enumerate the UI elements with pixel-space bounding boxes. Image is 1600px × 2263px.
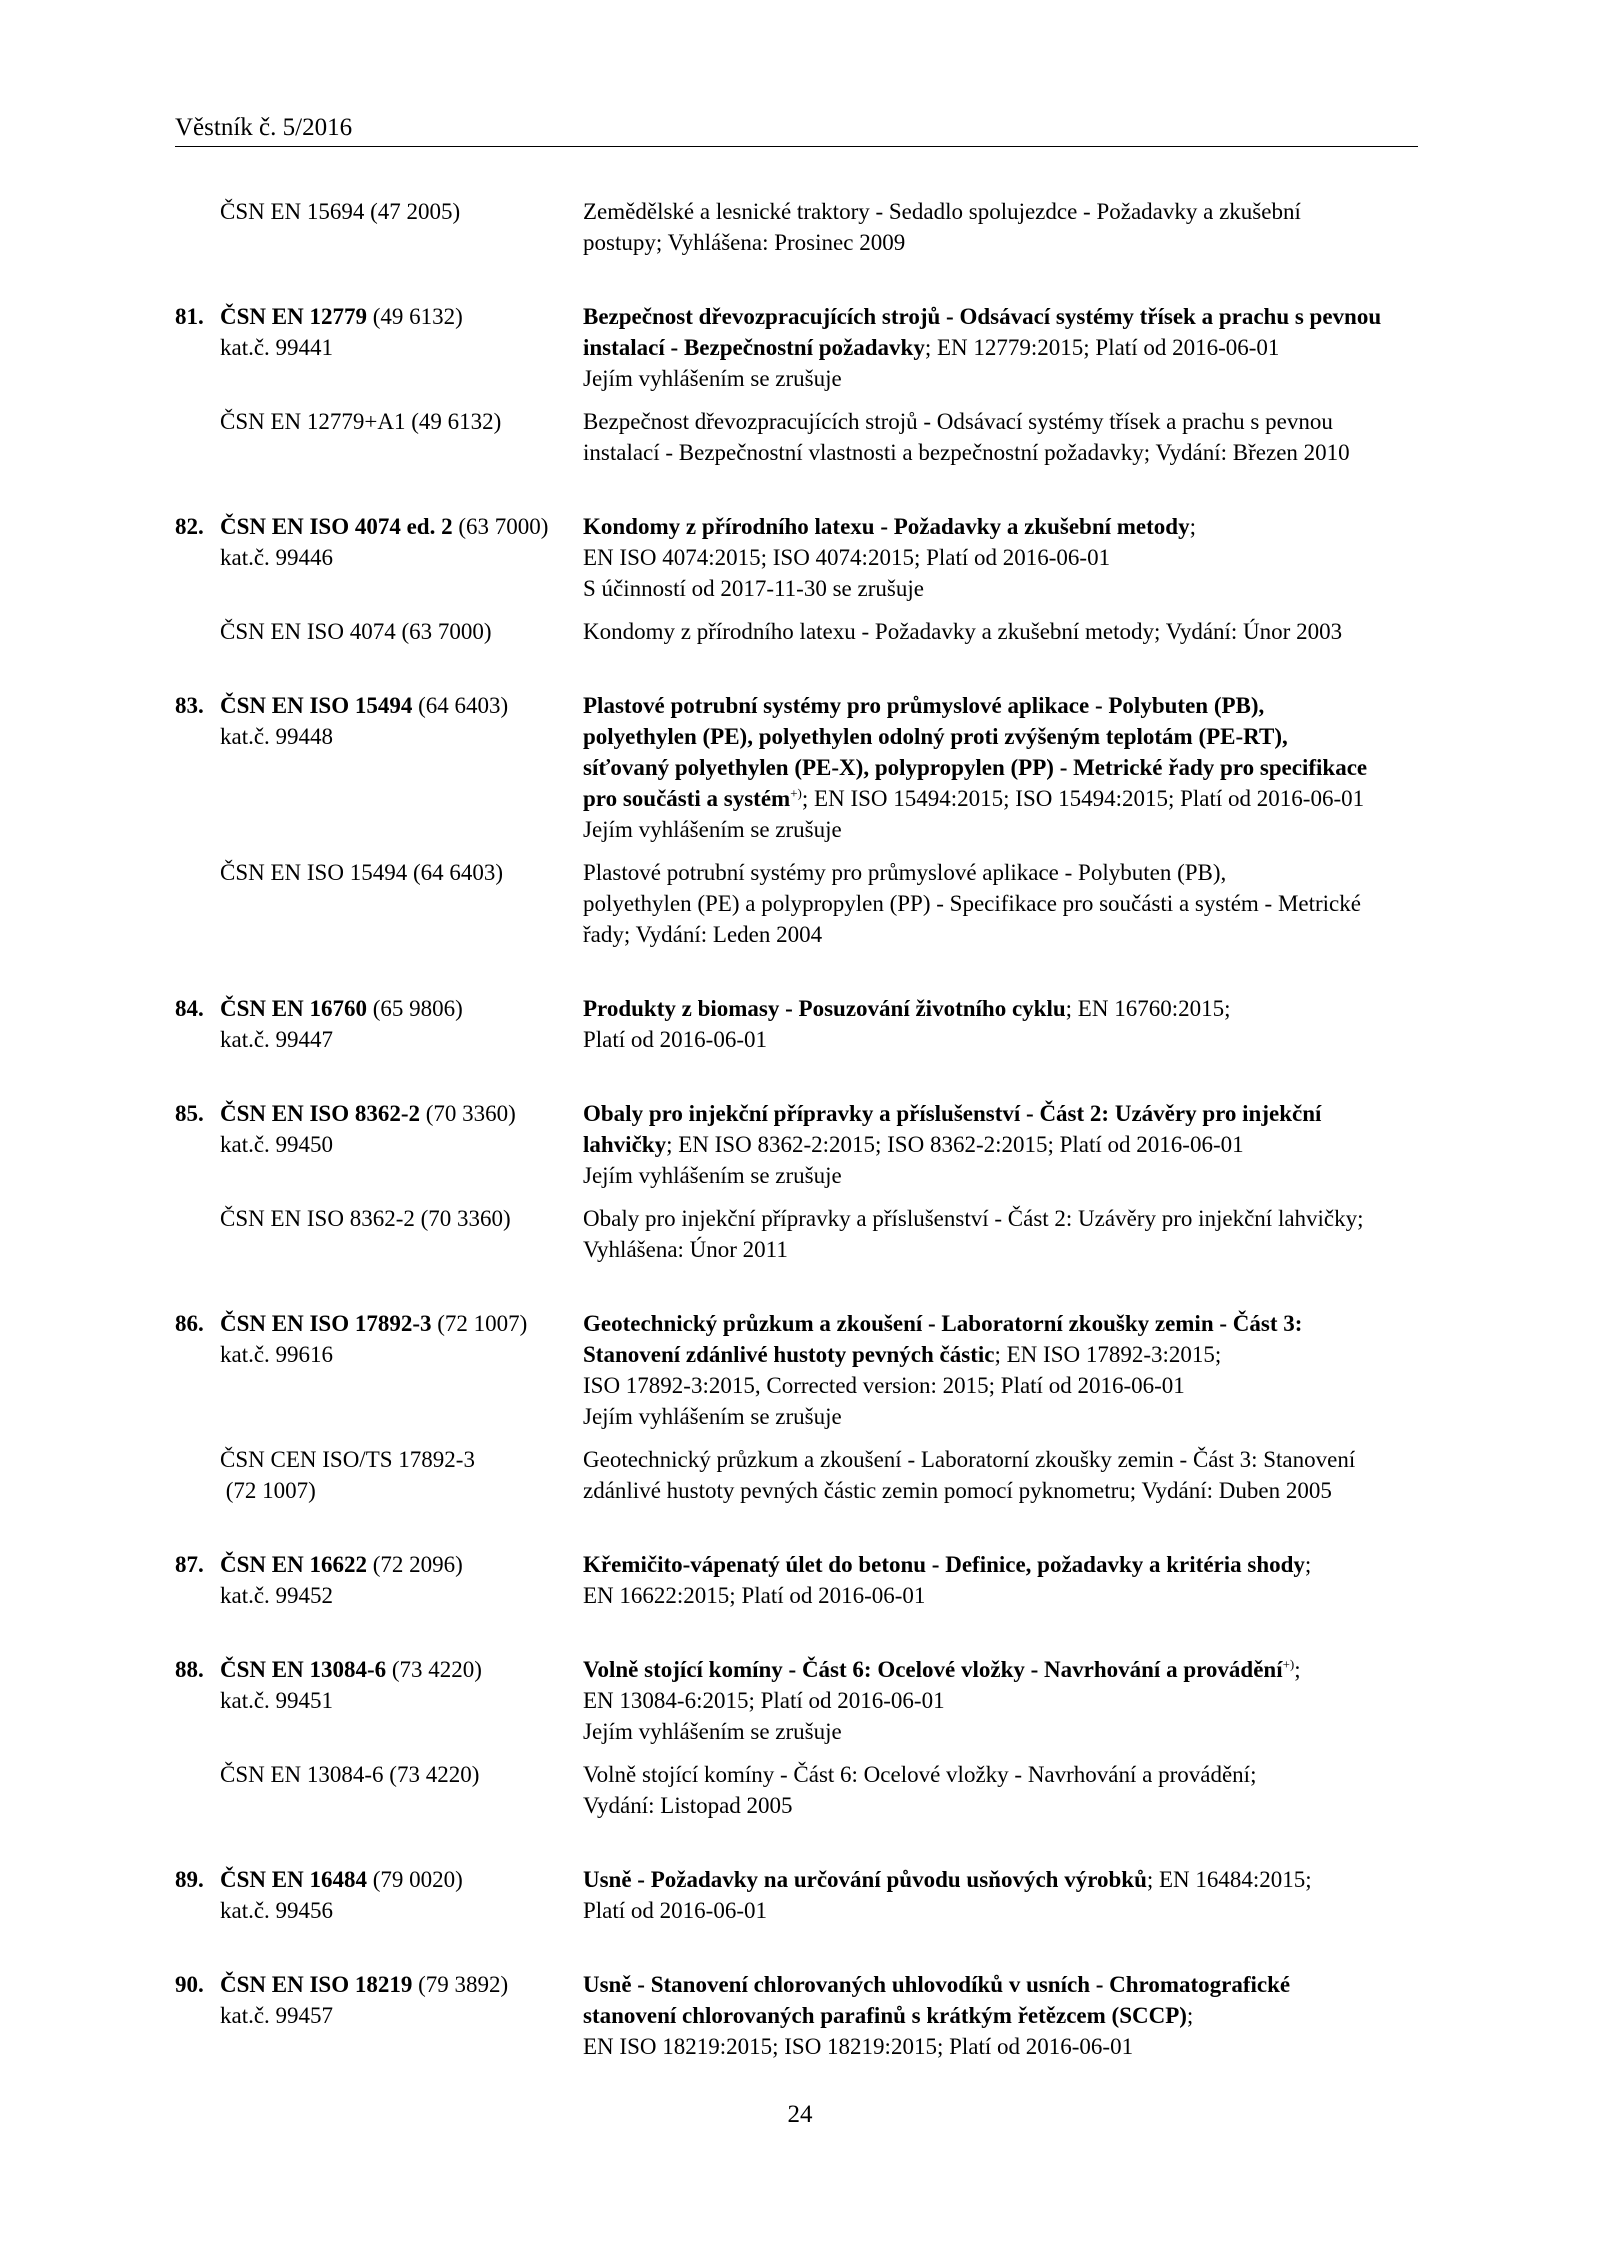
entry-number: 88.	[175, 1657, 204, 1682]
designation-line	[175, 1444, 583, 1475]
description-line	[583, 437, 1420, 468]
replaced-standard-block	[175, 857, 1420, 950]
designation-text: (73 4220)	[386, 1657, 482, 1682]
designation-text: (70 3360)	[420, 1101, 516, 1126]
description-line	[583, 690, 1420, 721]
standard-entry	[175, 1864, 1420, 1926]
standard-description	[583, 616, 1420, 647]
description-line	[583, 1549, 1420, 1580]
description-line	[583, 332, 1420, 363]
entry-number: 86.	[175, 1311, 204, 1336]
description-text: Geotechnický průzkum a zkoušení - Laboratorní zkoušky zemin - Část 3:	[583, 1311, 1303, 1336]
description-line	[583, 1098, 1420, 1129]
description-line	[583, 814, 1420, 845]
description-text: EN ISO 4074:2015; ISO 4074:2015; Platí od 2016-06-01	[583, 545, 1111, 570]
standard-description	[583, 1308, 1420, 1432]
description-text: Vyhlášena: Únor 2011	[583, 1237, 788, 1262]
designation-text: kat.č. 99456	[220, 1898, 334, 1923]
new-standard-block	[175, 1098, 1420, 1191]
standard-designation	[175, 196, 583, 258]
designation-text: kat.č. 99448	[220, 724, 334, 749]
description-line	[583, 1234, 1420, 1265]
description-text: EN 13084-6:2015; Platí od 2016-06-01	[583, 1688, 945, 1713]
standard-designation	[175, 406, 583, 468]
designation-line	[175, 1969, 583, 2000]
standard-description	[583, 406, 1420, 468]
designation-line	[175, 332, 583, 363]
standard-entry	[175, 1549, 1420, 1611]
designation-text: ČSN EN ISO 8362-2 (70 3360)	[220, 1206, 511, 1231]
designation-text: ČSN EN 16760	[220, 996, 367, 1021]
designation-line	[175, 616, 583, 647]
description-line	[583, 1024, 1420, 1055]
standard-designation	[175, 857, 583, 950]
designation-text: ČSN EN 13084-6	[220, 1657, 387, 1682]
standard-description	[583, 690, 1420, 845]
standard-entry	[175, 993, 1420, 1055]
standard-entry	[175, 196, 1420, 258]
designation-text: ČSN EN ISO 4074 ed. 2	[220, 514, 453, 539]
designation-line	[175, 1129, 583, 1160]
standard-description	[583, 1654, 1420, 1747]
standard-designation	[175, 1203, 583, 1265]
standard-designation	[175, 1308, 583, 1432]
page-header	[175, 112, 1418, 147]
description-line	[583, 573, 1420, 604]
description-text: Platí od 2016-06-01	[583, 1898, 767, 1923]
description-text: Usně - Požadavky na určování původu usňových výrobků	[583, 1867, 1147, 1892]
designation-text: ČSN EN ISO 15494 (64 6403)	[220, 860, 504, 885]
replaced-standard-block	[175, 1203, 1420, 1265]
description-text: lahvičky	[583, 1132, 667, 1157]
description-line	[583, 1580, 1420, 1611]
description-text: ;	[1189, 514, 1196, 539]
standard-designation	[175, 301, 583, 394]
standard-description	[583, 1549, 1420, 1611]
designation-text: ČSN EN 16622	[220, 1552, 367, 1577]
description-text: ISO 17892-3:2015, Corrected version: 2015; Platí od 2016-06-01	[583, 1373, 1185, 1398]
description-text: ; EN ISO 17892-3:2015;	[994, 1342, 1222, 1367]
description-text: řady; Vydání: Leden 2004	[583, 922, 823, 947]
designation-text: ČSN EN ISO 15494	[220, 693, 413, 718]
description-text: Jejím vyhlášením se zrušuje	[583, 1163, 842, 1188]
designation-text: (72 2096)	[366, 1552, 463, 1577]
designation-text: ČSN CEN ISO/TS 17892-3	[220, 1447, 475, 1472]
designation-text: ČSN EN 16484	[220, 1867, 367, 1892]
designation-line	[175, 1308, 583, 1339]
description-text: Geotechnický průzkum a zkoušení - Laboratorní zkoušky zemin - Část 3: Stanovení	[583, 1447, 1356, 1472]
designation-line	[175, 301, 583, 332]
description-text: Produkty z biomasy - Posuzování životního cyklu	[583, 996, 1066, 1021]
description-line	[583, 1895, 1420, 1926]
description-line	[583, 783, 1420, 814]
designation-text: (65 9806)	[366, 996, 463, 1021]
designation-text: kat.č. 99441	[220, 335, 334, 360]
description-line	[583, 857, 1420, 888]
description-line	[583, 1129, 1420, 1160]
description-text: Křemičito-vápenatý úlet do betonu - Definice, požadavky a kritéria shody	[583, 1552, 1305, 1577]
description-line	[583, 1759, 1420, 1790]
designation-line	[175, 2000, 583, 2031]
description-text: polyethylen (PE) a polypropylen (PP) - Specifikace pro součásti a systém - Metrické	[583, 891, 1361, 916]
new-standard-block	[175, 993, 1420, 1055]
description-text: S účinností od 2017-11-30 se zrušuje	[583, 576, 924, 601]
replaced-standard-block	[175, 406, 1420, 468]
designation-line	[175, 1098, 583, 1129]
standard-description	[583, 857, 1420, 950]
standard-description	[583, 511, 1420, 604]
designation-line	[175, 196, 583, 227]
description-text: Obaly pro injekční přípravky a příslušenství - Část 2: Uzávěry pro injekční	[583, 1101, 1322, 1126]
designation-line	[175, 993, 583, 1024]
description-text: EN 16622:2015; Platí od 2016-06-01	[583, 1583, 926, 1608]
entry-number: 81.	[175, 304, 204, 329]
standard-description	[583, 196, 1420, 258]
designation-line	[175, 1549, 583, 1580]
description-line	[583, 1864, 1420, 1895]
description-text: Volně stojící komíny - Část 6: Ocelové vložky - Navrhování a provádění;	[583, 1762, 1257, 1787]
description-line	[583, 227, 1420, 258]
description-text: Bezpečnost dřevozpracujících strojů - Odsávací systémy třísek a prachu s pevnou	[583, 409, 1333, 434]
designation-line	[175, 1203, 583, 1234]
standard-entry	[175, 1969, 1420, 2062]
standard-entry	[175, 1098, 1420, 1265]
description-line	[583, 301, 1420, 332]
designation-text: (79 3892)	[412, 1972, 509, 1997]
description-text: Bezpečnost dřevozpracujících strojů - Odsávací systémy třísek a prachu s pevnou	[583, 304, 1382, 329]
standard-designation	[175, 1864, 583, 1926]
replaced-standard-block	[175, 1759, 1420, 1821]
designation-line	[175, 721, 583, 752]
designation-line	[175, 1759, 583, 1790]
entry-number: 89.	[175, 1867, 204, 1892]
designation-text: ČSN EN 12779	[220, 304, 367, 329]
designation-line	[175, 1654, 583, 1685]
designation-text: ČSN EN ISO 18219	[220, 1972, 413, 1997]
description-line	[583, 1475, 1420, 1506]
new-standard-block	[175, 511, 1420, 604]
description-text: ;	[1186, 2003, 1194, 2028]
designation-text: kat.č. 99446	[220, 545, 334, 570]
new-standard-block	[175, 1969, 1420, 2062]
designation-line	[175, 1580, 583, 1611]
designation-line	[175, 1024, 583, 1055]
description-text: Obaly pro injekční přípravky a příslušenství - Část 2: Uzávěry pro injekční lahvičky;	[583, 1206, 1364, 1231]
description-text: Jejím vyhlášením se zrušuje	[583, 366, 842, 391]
standard-entry	[175, 690, 1420, 950]
description-text: Vydání: Listopad 2005	[583, 1793, 793, 1818]
standard-designation	[175, 1098, 583, 1191]
designation-text: ČSN EN ISO 17892-3	[220, 1311, 432, 1336]
standard-entry	[175, 1654, 1420, 1821]
designation-text: kat.č. 99457	[220, 2003, 334, 2028]
description-text: ; EN 16760:2015;	[1065, 996, 1231, 1021]
standards-list	[175, 196, 1420, 2105]
designation-text: (79 0020)	[366, 1867, 463, 1892]
description-text: instalací - Bezpečnostní vlastnosti a bezpečnostní požadavky; Vydání: Březen 2010	[583, 440, 1350, 465]
standard-entry	[175, 301, 1420, 468]
description-line	[583, 2000, 1420, 2031]
description-text: Kondomy z přírodního latexu - Požadavky a zkušební metody; Vydání: Únor 2003	[583, 619, 1343, 644]
new-standard-block	[175, 1549, 1420, 1611]
new-standard-block	[175, 690, 1420, 845]
designation-text: kat.č. 99450	[220, 1132, 334, 1157]
standard-designation	[175, 1444, 583, 1506]
description-line	[583, 1401, 1420, 1432]
description-line	[583, 1654, 1420, 1685]
new-standard-block	[175, 196, 1420, 258]
description-text: Jejím vyhlášením se zrušuje	[583, 1719, 842, 1744]
designation-text: (49 6132)	[366, 304, 463, 329]
standard-description	[583, 301, 1420, 394]
description-text: instalací - Bezpečnostní požadavky	[583, 335, 925, 360]
description-text: zdánlivé hustoty pevných částic zemin pomocí pyknometru; Vydání: Duben 2005	[583, 1478, 1332, 1503]
designation-text: kat.č. 99616	[220, 1342, 334, 1367]
description-line	[583, 721, 1420, 752]
description-text: postupy; Vyhlášena: Prosinec 2009	[583, 230, 906, 255]
description-text: síťovaný polyethylen (PE-X), polypropylen (PP) - Metrické řady pro specifikace	[583, 755, 1368, 780]
standard-designation	[175, 1549, 583, 1611]
replaced-standard-block	[175, 616, 1420, 647]
designation-text: kat.č. 99447	[220, 1027, 334, 1052]
description-line	[583, 363, 1420, 394]
designation-text: ČSN EN 12779+A1 (49 6132)	[220, 409, 502, 434]
page-number: 24	[787, 2101, 813, 2128]
designation-line	[175, 511, 583, 542]
standard-designation	[175, 511, 583, 604]
description-line	[583, 406, 1420, 437]
designation-line	[175, 690, 583, 721]
description-text: Usně - Stanovení chlorovaných uhlovodíků v usních - Chromatografické	[583, 1972, 1291, 1997]
description-line	[583, 1790, 1420, 1821]
description-line	[583, 196, 1420, 227]
new-standard-block	[175, 1864, 1420, 1926]
description-text: pro součásti a systém	[583, 786, 791, 811]
designation-line	[175, 1895, 583, 1926]
new-standard-block	[175, 1654, 1420, 1747]
description-line	[583, 2031, 1420, 2062]
description-line	[583, 1969, 1420, 2000]
designation-line	[175, 1339, 583, 1370]
description-text: Kondomy z přírodního latexu - Požadavky a zkušební metody	[583, 514, 1190, 539]
designation-text: ČSN EN ISO 8362-2	[220, 1101, 421, 1126]
journal-title: Věstník č. 5/2016	[175, 114, 353, 141]
designation-text: (63 7000)	[452, 514, 549, 539]
standard-description	[583, 1864, 1420, 1926]
description-line	[583, 919, 1420, 950]
description-line	[583, 1685, 1420, 1716]
designation-text: (64 6403)	[412, 693, 509, 718]
description-text: Jejím vyhlášením se zrušuje	[583, 1404, 842, 1429]
standard-description	[583, 1969, 1420, 2062]
designation-text: (72 1007)	[220, 1478, 316, 1503]
description-text: EN ISO 18219:2015; ISO 18219:2015; Platí od 2016-06-01	[583, 2034, 1134, 2059]
description-line	[583, 752, 1420, 783]
footnote-mark: +)	[790, 785, 802, 801]
description-text: Plastové potrubní systémy pro průmyslové aplikace - Polybuten (PB),	[583, 693, 1265, 718]
description-line	[583, 1339, 1420, 1370]
standard-designation	[175, 616, 583, 647]
standard-description	[583, 1444, 1420, 1506]
description-text: stanovení chlorovaných parafinů s krátkým řetězcem (SCCP)	[583, 2003, 1187, 2028]
description-line	[583, 616, 1420, 647]
description-text: Jejím vyhlášením se zrušuje	[583, 817, 842, 842]
standard-description	[583, 1759, 1420, 1821]
designation-text: ČSN EN ISO 4074 (63 7000)	[220, 619, 492, 644]
description-line	[583, 542, 1420, 573]
description-line	[583, 1160, 1420, 1191]
description-line	[583, 993, 1420, 1024]
entry-number: 85.	[175, 1101, 204, 1126]
standard-designation	[175, 1969, 583, 2062]
designation-line	[175, 857, 583, 888]
standard-designation	[175, 1654, 583, 1747]
description-text: ; EN ISO 15494:2015; ISO 15494:2015; Platí od 2016-06-01	[801, 786, 1365, 811]
description-line	[583, 1444, 1420, 1475]
description-line	[583, 1370, 1420, 1401]
description-text: Zemědělské a lesnické traktory - Sedadlo spolujezdce - Požadavky a zkušební	[583, 199, 1301, 224]
standard-description	[583, 1203, 1420, 1265]
description-line	[583, 1716, 1420, 1747]
description-text: ;	[1294, 1657, 1301, 1682]
designation-line	[175, 542, 583, 573]
standard-description	[583, 993, 1420, 1055]
entry-number: 84.	[175, 996, 204, 1021]
description-line	[583, 511, 1420, 542]
entry-number: 82.	[175, 514, 204, 539]
description-text: Volně stojící komíny - Část 6: Ocelové vložky - Navrhování a provádění	[583, 1657, 1283, 1682]
description-line	[583, 1308, 1420, 1339]
designation-text: ČSN EN 15694 (47 2005)	[220, 199, 461, 224]
description-text: Stanovení zdánlivé hustoty pevných částic	[583, 1342, 995, 1367]
designation-line	[175, 1475, 583, 1506]
description-text: polyethylen (PE), polyethylen odolný proti zvýšeným teplotám (PE-RT),	[583, 724, 1288, 749]
designation-text: ČSN EN 13084-6 (73 4220)	[220, 1762, 480, 1787]
description-text: Platí od 2016-06-01	[583, 1027, 767, 1052]
new-standard-block	[175, 301, 1420, 394]
designation-text: (72 1007)	[431, 1311, 528, 1336]
standard-entry	[175, 511, 1420, 647]
standard-designation	[175, 690, 583, 845]
description-text: ;	[1304, 1552, 1312, 1577]
footnote-mark: +)	[1282, 1656, 1295, 1672]
new-standard-block	[175, 1308, 1420, 1432]
description-line	[583, 1203, 1420, 1234]
standard-entry	[175, 1308, 1420, 1506]
description-text: ; EN 12779:2015; Platí od 2016-06-01	[924, 335, 1280, 360]
entry-number: 87.	[175, 1552, 204, 1577]
designation-line	[175, 1864, 583, 1895]
standard-designation	[175, 993, 583, 1055]
description-text: ; EN ISO 8362-2:2015; ISO 8362-2:2015; Platí od 2016-06-01	[666, 1132, 1244, 1157]
description-text: Plastové potrubní systémy pro průmyslové aplikace - Polybuten (PB),	[583, 860, 1227, 885]
description-line	[583, 888, 1420, 919]
entry-number: 90.	[175, 1972, 204, 1997]
designation-text: kat.č. 99452	[220, 1583, 334, 1608]
entry-number: 83.	[175, 693, 204, 718]
standard-designation	[175, 1759, 583, 1821]
description-text: ; EN 16484:2015;	[1146, 1867, 1312, 1892]
standard-description	[583, 1098, 1420, 1191]
replaced-standard-block	[175, 1444, 1420, 1506]
designation-line	[175, 1685, 583, 1716]
designation-text: kat.č. 99451	[220, 1688, 334, 1713]
designation-line	[175, 406, 583, 437]
